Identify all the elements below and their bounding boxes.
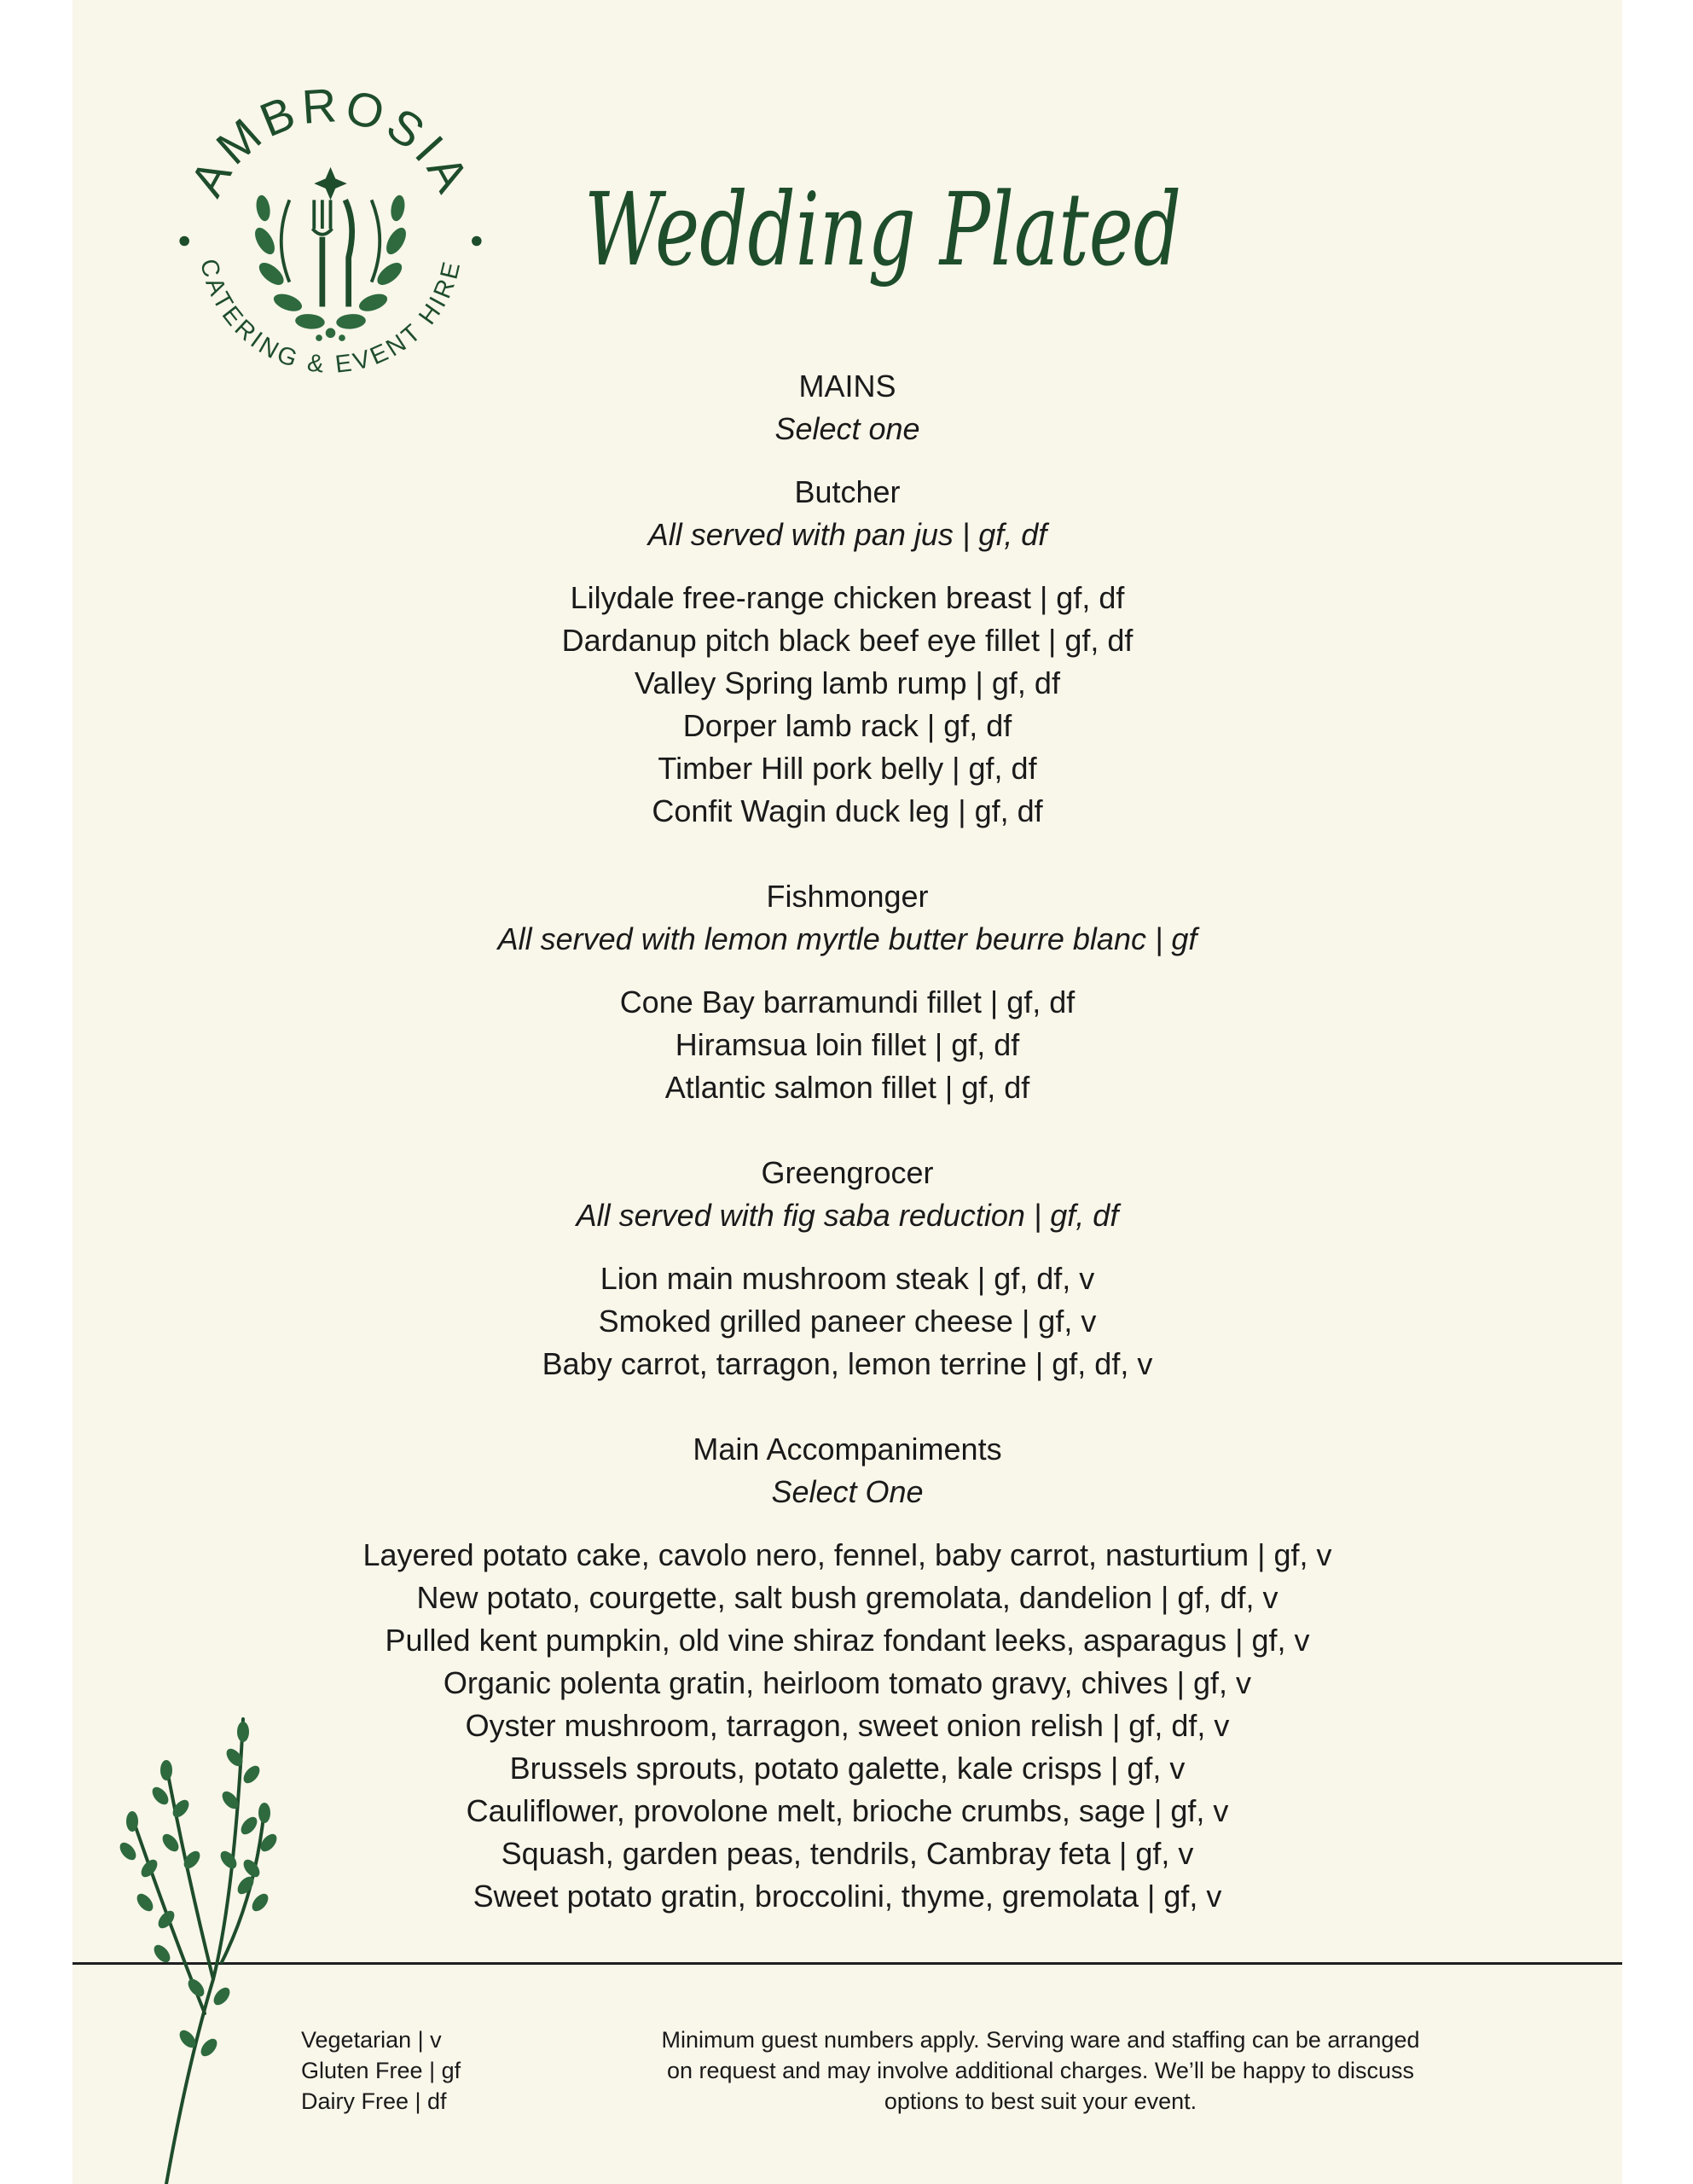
butcher-heading: Butcher: [794, 474, 901, 509]
list-item: Dorper lamb rack | gf, df: [682, 708, 1012, 743]
page-title-text: Wedding Plated: [584, 171, 1181, 288]
list-item: Sweet potato gratin, broccolini, thyme, gremolata | gf, v: [473, 1879, 1222, 1914]
mains-heading: MAINS: [798, 369, 896, 404]
brand-name: AMBROSIA: [179, 77, 482, 205]
mains-instruction: Select one: [774, 411, 920, 446]
butcher-note: All served with pan jus | gf, df: [647, 517, 1047, 552]
list-item: Dardanup pitch black beef eye fillet | gf, df: [561, 623, 1133, 658]
list-item: Lilydale free-range chicken breast | gf, df: [570, 580, 1125, 615]
list-item: Confit Wagin duck leg | gf, df: [652, 793, 1043, 828]
list-item: Timber Hill pork belly | gf, df: [658, 751, 1037, 786]
list-item: Layered potato cake, cavolo nero, fennel, baby carrot, nasturtium | gf, v: [362, 1537, 1332, 1572]
footer-note-line: options to best suit your event.: [884, 2088, 1197, 2114]
footer-note-line: Minimum guest numbers apply. Serving ware and staffing can be arranged: [661, 2027, 1420, 2053]
legend-vegetarian: Vegetarian | v: [301, 2027, 442, 2053]
legend-gluten-free: Gluten Free | gf: [301, 2058, 461, 2083]
svg-text:CATERING & EVENT HIRE: [194, 256, 467, 378]
list-item: New potato, courgette, salt bush gremolata, dandelion | gf, df, v: [416, 1580, 1278, 1615]
list-item: Baby carrot, tarragon, lemon terrine | gf, df, v: [542, 1346, 1153, 1381]
list-item: Pulled kent pumpkin, old vine shiraz fondant leeks, asparagus | gf, v: [385, 1623, 1310, 1658]
list-item: Cauliflower, provolone melt, brioche crumbs, sage | gf, v: [466, 1793, 1229, 1828]
fishmonger-note: All served with lemon myrtle butter beurre blanc | gf: [497, 921, 1197, 956]
legend-dairy-free: Dairy Free | df: [301, 2088, 447, 2114]
fork-knife-laurel-icon: [251, 167, 409, 341]
ambrosia-logo: [166, 77, 495, 405]
list-item: Squash, garden peas, tendrils, Cambray feta | gf, v: [501, 1836, 1194, 1871]
brand-tagline: CATERING & EVENT HIRE: [194, 256, 467, 379]
footer-note-line: on request and may involve additional charges. We’ll be happy to discuss: [666, 2058, 1414, 2083]
list-item: Cone Bay barramundi fillet | gf, df: [619, 985, 1076, 1019]
page-title: [567, 136, 1215, 341]
accompaniments-heading: Main Accompaniments: [693, 1432, 1002, 1467]
list-item: Valley Spring lamb rump | gf, df: [635, 665, 1060, 700]
menu-content: [72, 365, 1622, 1918]
list-item: Brussels sprouts, potato galette, kale crisps | gf, v: [509, 1751, 1186, 1786]
greengrocer-heading: Greengrocer: [761, 1155, 934, 1190]
diet-legend: [301, 2024, 461, 2117]
list-item: Atlantic salmon fillet | gf, df: [664, 1070, 1030, 1105]
list-item: Organic polenta gratin, heirloom tomato gravy, chives | gf, v: [443, 1665, 1252, 1700]
thyme-sprig-icon: [85, 1706, 316, 2184]
accompaniments-instruction: Select One: [771, 1474, 924, 1509]
fishmonger-heading: Fishmonger: [766, 879, 929, 914]
menu-page: [72, 0, 1622, 2184]
greengrocer-note: All served with fig saba reduction | gf, df: [576, 1198, 1119, 1233]
list-item: Lion main mushroom steak | gf, df, v: [600, 1261, 1095, 1296]
list-item: Hiramsua loin fillet | gf, df: [675, 1027, 1020, 1062]
list-item: Smoked grilled paneer cheese | gf, v: [598, 1304, 1097, 1339]
footer-note: [550, 2024, 1531, 2117]
list-item: Oyster mushroom, tarragon, sweet onion relish | gf, df, v: [465, 1708, 1230, 1743]
